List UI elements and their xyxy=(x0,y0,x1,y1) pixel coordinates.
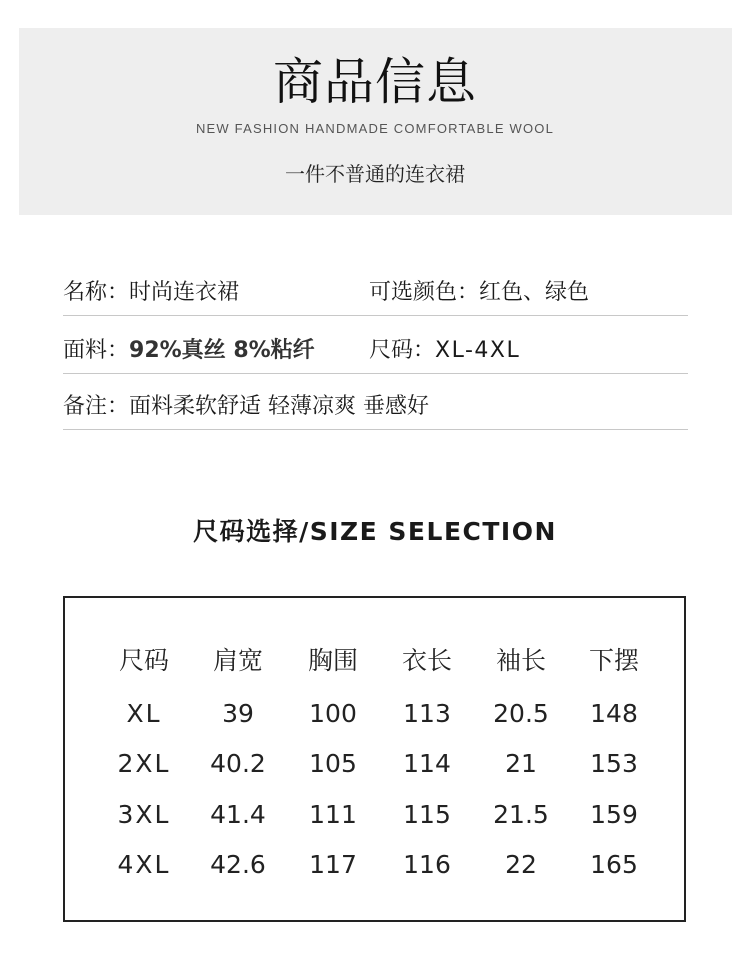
note-label: 备注： xyxy=(63,394,130,419)
table-cell: 115 xyxy=(403,800,451,829)
size-label: 尺码： xyxy=(369,338,436,363)
size-section-title: 尺码选择/SIZE SELECTION xyxy=(193,517,557,546)
product-colors xyxy=(369,271,589,315)
table-cell: 3XL xyxy=(117,800,171,829)
info-row-note xyxy=(63,385,688,430)
table-cell: 148 xyxy=(590,699,638,728)
table-cell: 117 xyxy=(309,850,357,879)
table-cell: 41.4 xyxy=(210,800,266,829)
table-cell: 21 xyxy=(505,749,537,778)
color-label: 可选颜色： xyxy=(369,280,480,305)
info-row-fabric-size xyxy=(63,329,688,374)
table-header-cell: 肩宽 xyxy=(212,646,263,675)
table-header-cell: 尺码 xyxy=(118,646,169,675)
name-label: 名称： xyxy=(63,280,130,305)
product-note xyxy=(63,385,429,429)
table-cell: 2XL xyxy=(117,749,171,778)
page-title: 商品信息 xyxy=(273,53,477,111)
fabric-value: 92%真丝 8%粘纤 xyxy=(129,338,315,363)
table-row xyxy=(65,694,684,734)
table-header-cell: 下摆 xyxy=(588,646,639,675)
table-header-row xyxy=(65,641,684,681)
fabric-label: 面料： xyxy=(63,338,130,363)
color-value: 红色、绿色 xyxy=(479,280,590,305)
english-subtitle: NEW FASHION HANDMADE COMFORTABLE WOOL xyxy=(195,121,555,136)
table-header-cell: 胸围 xyxy=(307,646,358,675)
table-cell: 116 xyxy=(403,850,451,879)
table-cell: 42.6 xyxy=(210,850,266,879)
table-cell: 39 xyxy=(222,699,254,728)
name-value: 时尚连衣裙 xyxy=(129,280,240,305)
table-cell: 4XL xyxy=(117,850,171,879)
table-cell: 22 xyxy=(505,850,537,879)
table-cell: 159 xyxy=(590,800,638,829)
table-cell: XL xyxy=(126,699,162,728)
table-header-cell: 袖长 xyxy=(495,646,546,675)
table-cell: 40.2 xyxy=(210,749,266,778)
table-cell: 20.5 xyxy=(493,699,549,728)
product-size-range xyxy=(369,329,520,373)
info-row-name-color xyxy=(63,271,688,316)
size-table xyxy=(63,596,686,922)
table-cell: 165 xyxy=(590,850,638,879)
table-cell: 100 xyxy=(309,699,357,728)
table-cell: 111 xyxy=(309,800,357,829)
size-value: XL-4XL xyxy=(435,338,521,363)
table-cell: 114 xyxy=(403,749,451,778)
table-row xyxy=(65,744,684,784)
table-cell: 21.5 xyxy=(493,800,549,829)
table-header-cell: 衣长 xyxy=(401,646,452,675)
table-row xyxy=(65,795,684,835)
note-value: 面料柔软舒适 轻薄凉爽 垂感好 xyxy=(129,394,430,419)
product-fabric xyxy=(63,329,315,373)
table-cell: 113 xyxy=(403,699,451,728)
table-row xyxy=(65,845,684,885)
tagline: 一件不普通的连衣裙 xyxy=(285,162,465,186)
table-cell: 105 xyxy=(309,749,357,778)
table-cell: 153 xyxy=(590,749,638,778)
product-name xyxy=(63,271,239,315)
